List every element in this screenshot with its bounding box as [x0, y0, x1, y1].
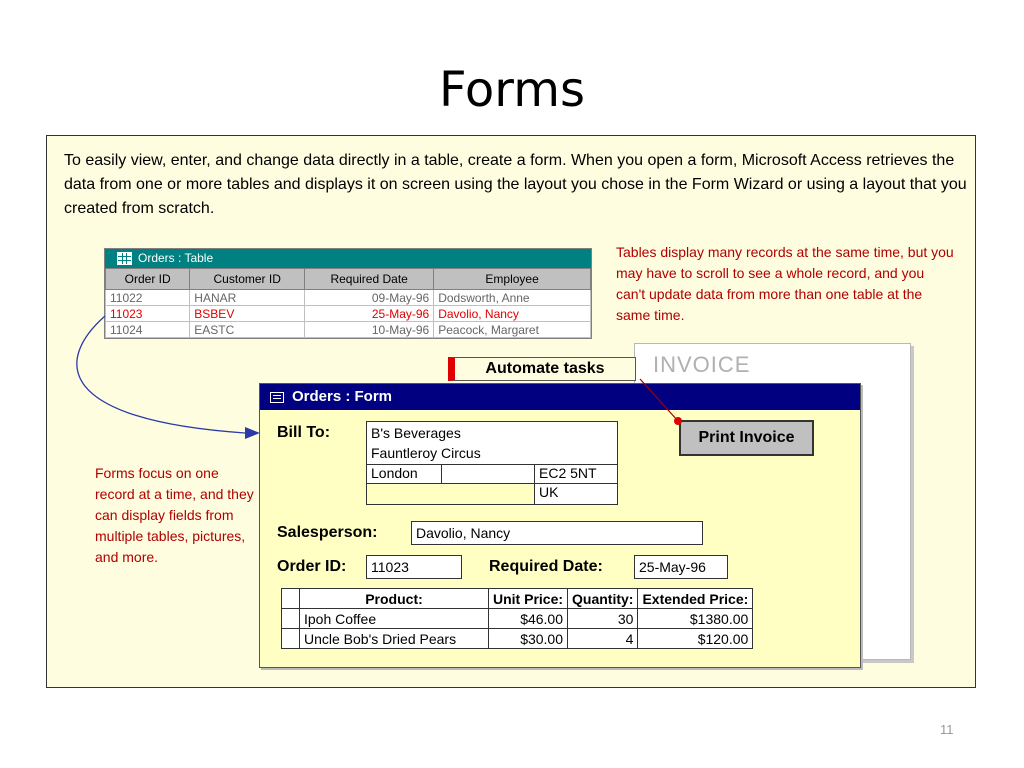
intro-text: To easily view, enter, and change data directly in a table, create a form. When you open a form, Microsoft Access retrieves the data from one or more tables and displays it on screen using the layout you chose in the Form Wizard or using a layout that you created from scratch.: [64, 152, 967, 217]
column-header[interactable]: Employee: [434, 269, 591, 290]
bill-to-label: Bill To:: [277, 424, 331, 441]
table-cell[interactable]: 11024: [106, 322, 190, 338]
bill-to-name: B's Beverages: [371, 425, 461, 441]
page-number: 11: [940, 722, 954, 737]
table-window-title: Orders : Table: [138, 251, 214, 265]
table-cell[interactable]: Davolio, Nancy: [434, 306, 591, 322]
table-cell[interactable]: 25-May-96: [305, 306, 434, 322]
table-cell[interactable]: $46.00: [489, 609, 568, 629]
column-header: Extended Price:: [638, 589, 753, 609]
table-cell[interactable]: Peacock, Margaret: [434, 322, 591, 338]
table-cell[interactable]: 09-May-96: [305, 290, 434, 306]
table-cell[interactable]: 30: [568, 609, 638, 629]
table-cell[interactable]: Dodsworth, Anne: [434, 290, 591, 306]
slide-title: Forms: [439, 62, 585, 118]
column-header: Product:: [300, 589, 489, 609]
table-cell[interactable]: $120.00: [638, 629, 753, 649]
required-date-label: Required Date:: [489, 558, 603, 575]
forms-note: Forms focus on one record at a time, and they can display fields from multiple tables, pictures, and more.: [95, 465, 254, 565]
invoice-label: INVOICE: [653, 352, 751, 377]
country-field[interactable]: UK: [534, 483, 618, 505]
table-cell[interactable]: $1380.00: [638, 609, 753, 629]
salesperson-field[interactable]: Davolio, Nancy: [411, 521, 703, 545]
column-header: Quantity:: [568, 589, 638, 609]
postal-code-field[interactable]: EC2 5NT: [534, 464, 618, 484]
table-cell[interactable]: BSBEV: [190, 306, 305, 322]
arrow-head-icon: [245, 427, 260, 439]
table-cell[interactable]: EASTC: [190, 322, 305, 338]
table-cell[interactable]: $30.00: [489, 629, 568, 649]
print-invoice-button[interactable]: Print Invoice: [679, 420, 814, 456]
table-cell[interactable]: Ipoh Coffee: [300, 609, 489, 629]
salesperson-label: Salesperson:: [277, 524, 378, 541]
table-cell[interactable]: 4: [568, 629, 638, 649]
table-cell[interactable]: HANAR: [190, 290, 305, 306]
connector-dot-icon: [674, 417, 682, 425]
required-date-field[interactable]: 25-May-96: [634, 555, 728, 579]
table-cell[interactable]: 11023: [106, 306, 190, 322]
automate-connector-line: [640, 379, 678, 421]
order-id-label: Order ID:: [277, 558, 347, 575]
column-header: Unit Price:: [489, 589, 568, 609]
table-cell[interactable]: 11022: [106, 290, 190, 306]
form-window-title: Orders : Form: [292, 388, 393, 405]
record-link-arrow: [77, 316, 245, 433]
table-cell[interactable]: 10-May-96: [305, 322, 434, 338]
table-cell[interactable]: Uncle Bob's Dried Pears: [300, 629, 489, 649]
column-header[interactable]: Customer ID: [190, 269, 305, 290]
city-field[interactable]: London: [366, 464, 442, 484]
column-header[interactable]: Order ID: [106, 269, 190, 290]
tables-note: Tables display many records at the same time, but you may have to scroll to see a whole record, and you can't update data from more than one table at the same time.: [616, 244, 954, 323]
column-header[interactable]: Required Date: [305, 269, 434, 290]
bill-to-street: Fauntleroy Circus: [371, 445, 481, 461]
order-id-field[interactable]: 11023: [366, 555, 462, 579]
automate-tasks-callout: Automate tasks: [448, 357, 636, 381]
